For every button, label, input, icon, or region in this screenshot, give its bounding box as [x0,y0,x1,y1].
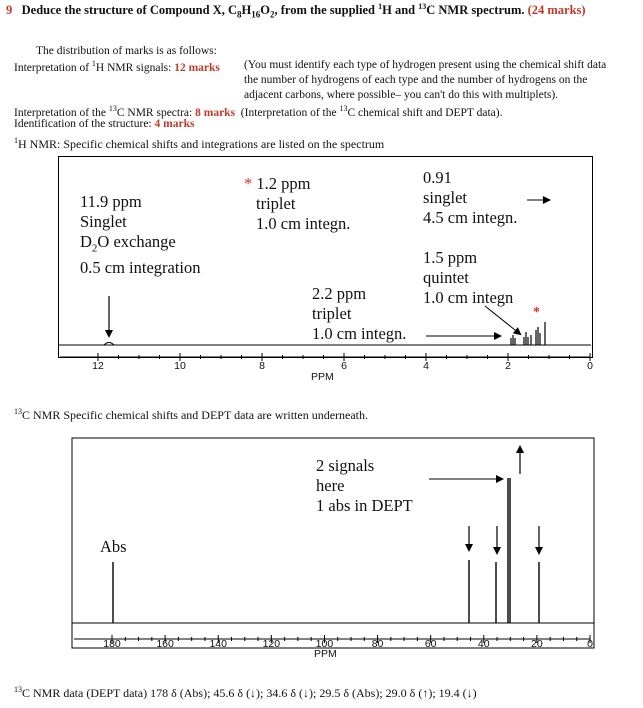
axis-tick-label: 80 [371,638,384,650]
c-nmr-heading: $^{13}$C NMR Specific chemical shifts and DEPT data are written underneath. [14,407,369,422]
h-desc-3: adjacent carbons, where possible– you can't do this with multiplets). [244,89,559,101]
peak-asterisk: * [533,305,540,320]
axis-tick-label: 40 [477,638,490,650]
h-interp-line: Interpretation of $^1$H NMR signals: 12 marks [14,59,220,74]
h-annotation-1-5ppm: 1.5 ppm quintet 1.0 cm integn [423,248,514,307]
c-axis-label: PPM [314,648,337,660]
distribution-intro: The distribution of marks is as follows: [36,45,217,57]
h-annotation-2-2ppm: 2.2 ppm triplet 1.0 cm integn. [312,284,407,343]
axis-tick-label: 0 [587,360,593,372]
axis-tick-label: 12 [92,360,104,372]
c-dept-arrows [469,447,539,553]
axis-tick-label: 140 [209,638,227,650]
ident-line: Identification of the structure: 4 marks [14,118,195,130]
h-nmr-heading: $^1$H NMR: Specific chemical shifts and integrations are listed on the spectrum [14,136,385,151]
axis-tick-label: 4 [423,360,429,372]
h-marks: 12 marks [174,61,220,74]
axis-tick-label: 10 [174,360,186,372]
axis-tick-label: 0 [587,638,593,650]
axis-tick-label: 60 [424,638,437,650]
h-annotation-0-91ppm: 0.91 singlet 4.5 cm integn. [423,168,518,227]
axis-tick-label: 180 [103,638,121,650]
axis-tick-label: 160 [156,638,174,650]
h-axis-label: PPM [311,371,334,383]
h-annotation-1-2ppm: * 1.2 ppm triplet 1.0 cm integn. [244,174,351,233]
asterisk-marker: * [244,174,253,193]
question-number: 9 [6,3,13,18]
h-annotation-cooh: 11.9 ppm Singlet $D_2O$ exchange 0.5 cm integration [80,192,201,278]
ident-marks: 4 marks [154,118,195,130]
c-abs-label: Abs [100,537,127,556]
c-marks: 8 marks [195,106,236,119]
c-annotation-note: 2 signals here 1 abs in DEPT [316,456,413,515]
axis-tick-label: 20 [531,638,543,650]
c-nmr-data-line: $^{13}$C NMR data (DEPT data) 178 δ (Abs); 45.6 δ (↓); 34.6 δ (↓); 29.5 δ (Abs); 29.0 δ (↑); 19.4 (↓) [14,685,477,700]
axis-tick-label: 8 [259,360,265,372]
h-desc-1: (You must identify each type of hydrogen present using the chemical shift data [244,59,607,71]
total-marks: (24 marks) [527,3,586,18]
axis-tick-label: 100 [315,638,334,650]
axis-tick-label: 120 [262,638,281,650]
h-peaks-cluster [511,322,545,345]
question-heading: 9 Deduce the structure of Compound X, $C_8H_{16}O_2$, from the supplied $^1$H and $^{13}$C NMR spectrum. (24 marks) [6,2,586,20]
axis-tick-label: 2 [505,360,511,372]
h-desc-2: the number of hydrogens of each type and the number of hydrogens on the [244,74,588,86]
h-arrow-1-5ppm [485,306,520,334]
c-interp-line: Interpretation of the $^{13}$C NMR spectra: 8 marks (Interpretation of the $^{13}$C chemical shift and DEPT data). [14,104,503,119]
axis-tick-label: 6 [341,360,347,372]
